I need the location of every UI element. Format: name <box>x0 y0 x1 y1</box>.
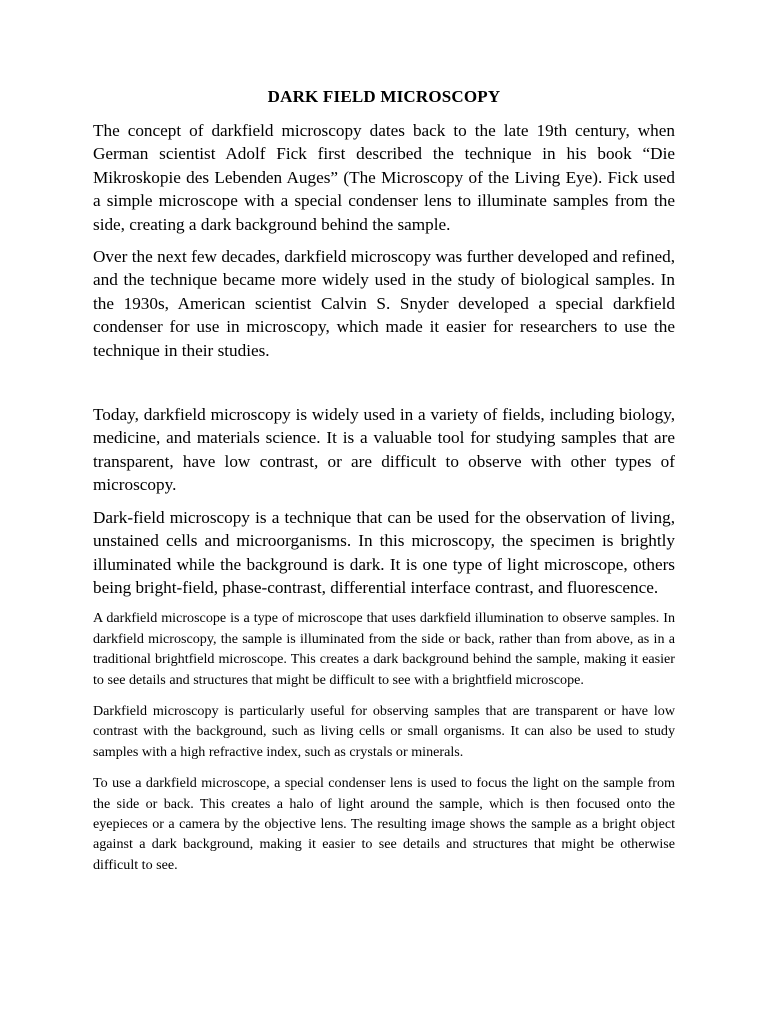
paragraph-usefulness: Darkfield microscopy is particularly useful for observing samples that are transparent or have low contrast with the background, such as living cells or small organisms. It can also be used to study samples with a high refractive index, such as crystals or minerals. <box>93 702 675 760</box>
paragraph-darkfield-microscope: A darkfield microscope is a type of microscope that uses darkfield illumination to observe samples. In darkfield microscopy, the sample is illuminated from the side or back, rather than from above, as in a traditional brightfield microscope. This creates a dark background behind the sample, making it easier to see details and structures that might be difficult to see with a brightfield microscope. <box>93 610 675 688</box>
document-page <box>93 86 675 886</box>
paragraph-history: The concept of darkfield microscopy dates back to the late 19th century, when German scientist Adolf Fick first described the technique in his book “Die Mikroskopie des Lebenden Auges” (The Microscopy of the Living Eye). Fick used a simple microscope with a special condenser lens to illuminate samples from the side, creating a dark background behind the sample. <box>93 121 675 234</box>
paragraph-definition: Dark-field microscopy is a technique that can be used for the observation of living, unstained cells and microorganisms. In this microscopy, the specimen is brightly illuminated while the background is dark. It is one type of light microscope, others being bright-field, phase-contrast, differential interface contrast, and fluorescence. <box>93 507 675 597</box>
paragraph-today: Today, darkfield microscopy is widely used in a variety of fields, including biology, medicine, and materials science. It is a valuable tool for studying samples that are transparent, have low contrast, or are difficult to observe with other types of microscopy. <box>93 405 675 495</box>
paragraph-development: Over the next few decades, darkfield microscopy was further developed and refined, and the technique became more widely used in the study of biological samples. In the 1930s, American scientist Calvin S. Snyder developed a special darkfield condenser for use in microscopy, which made it easier for researchers to use the technique in their studies. <box>93 247 675 360</box>
document-title: DARK FIELD MICROSCOPY <box>267 87 501 106</box>
paragraph-usage: To use a darkfield microscope, a special condenser lens is used to focus the light on the sample from the side or back. This creates a halo of light around the sample, which is then focused onto the eyepieces or a camera by the objective lens. The resulting image shows the sample as a bright object against a dark background, making it easier to see details and structures that might be otherwise difficult to see. <box>93 775 675 873</box>
